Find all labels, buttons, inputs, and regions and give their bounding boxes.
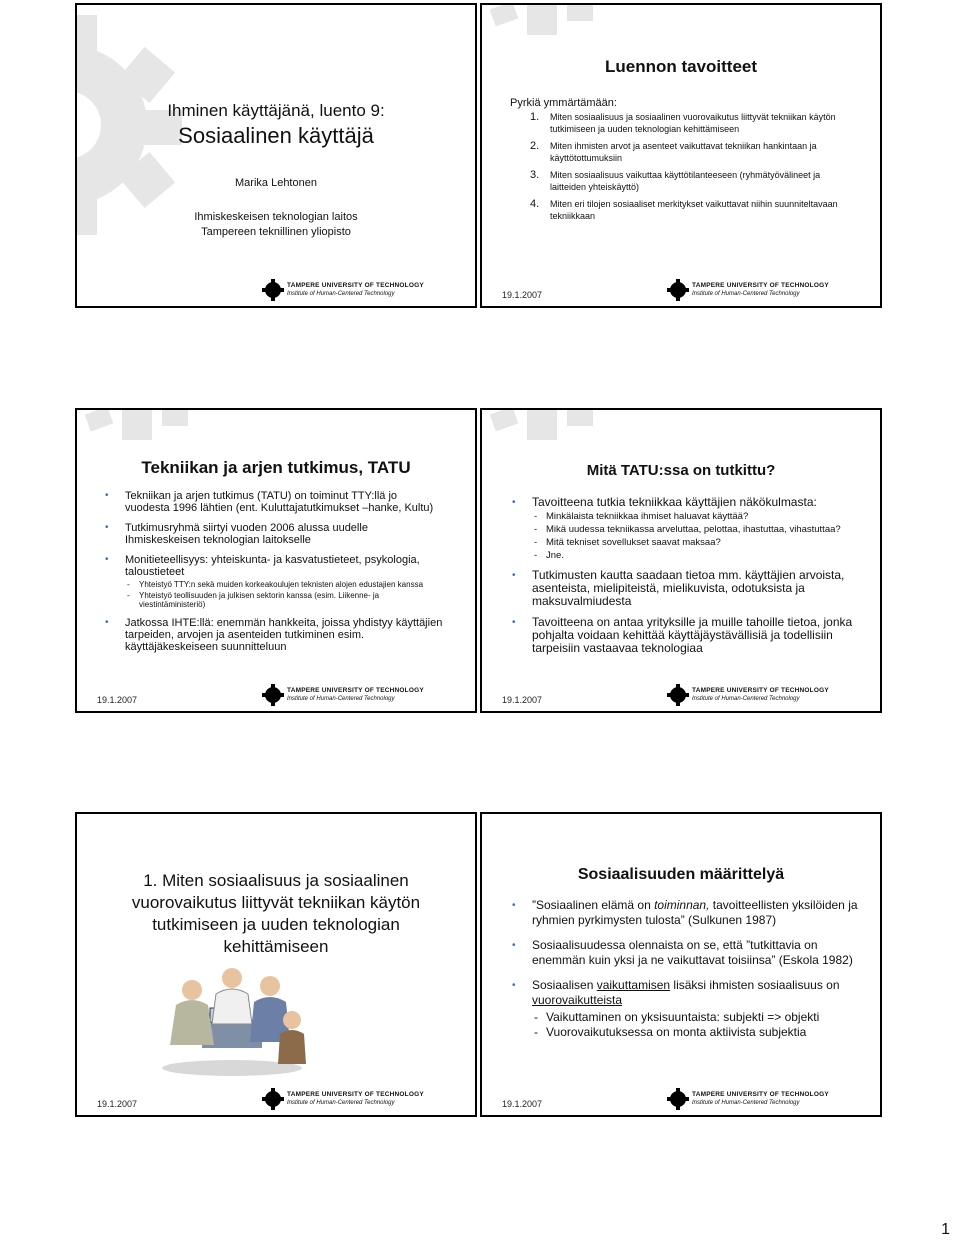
sub-item: - Mitä tekniset sovellukset saavat maksaa? xyxy=(532,537,860,548)
list-item: 4. Miten eri tilojen sosiaaliset merkitykset vaikuttavat niihin suunniteltavaan tekniikkaan xyxy=(530,198,838,221)
sub-list xyxy=(125,580,443,609)
team-clipart-image xyxy=(152,950,312,1080)
list-item: • Monitieteellisyys: yhteiskunta- ja kasvatustieteet, psykologia, taloustieteet - Yhteistyö TTY:n sekä muiden korkeakoulujen teknisten alojen edustajien kanssa - Yhteistyö teollisuuden ja julkisen sektorin kanssa (esim. Liikenne- ja viestintäministeriö) xyxy=(103,554,443,609)
sub-item: - Yhteistyö TTY:n sekä muiden korkeakoulujen teknisten alojen edustajien kanssa xyxy=(125,580,443,589)
list-item: • Sosiaalisen vaikuttamisen lisäksi ihmisten sosiaalisuus on vuorovaikutteista - Vaikuttaminen on yksisuuntaista: subjekti => objekti - Vuorovaikutuksessa on monta aktiivista subjektia xyxy=(510,978,865,1040)
list-item: • Jatkossa IHTE:llä: enemmän hankkeita, joissa yhdistyy käyttäjien tarpeiden, arvojen ja asenteiden tutkiminen esim. käyttäjäkeskeiseen suunnitteluun xyxy=(103,617,443,653)
logo-text: TAMPERE UNIVERSITY OF TECHNOLOGY xyxy=(287,687,424,694)
logo-text: TAMPERE UNIVERSITY OF TECHNOLOGY xyxy=(692,687,829,694)
slide-5 xyxy=(75,812,477,1117)
gear-corner-icon xyxy=(482,410,882,460)
logo-text: TAMPERE UNIVERSITY OF TECHNOLOGY xyxy=(692,1091,829,1098)
slide-6 xyxy=(480,812,882,1117)
tut-logo-icon xyxy=(667,684,689,706)
tut-logo xyxy=(262,1088,424,1110)
slide-title: Mitä TATU:ssa on tutkittu? xyxy=(586,462,776,479)
tut-logo xyxy=(262,279,424,301)
slide-title: Tekniikan ja arjen tutkimus, TATU xyxy=(141,458,411,477)
list-item: • ”Sosiaalinen elämä on toiminnan, tavoitteellisten yksilöiden ja ryhmien pyrkimysten tulosta” (Sulkunen 1987) xyxy=(510,898,865,928)
slide-4 xyxy=(480,408,882,713)
tut-logo xyxy=(262,684,424,706)
sub-list xyxy=(532,1010,865,1040)
list-item: • Sosiaalisuudessa olennaista on se, että ”tutkittavia on enemmän kuin yksi ja ne vaikuttavat toisiinsa” (Eskola 1982) xyxy=(510,938,865,968)
tut-logo-icon xyxy=(667,1088,689,1110)
lecture-title: Sosiaalinen käyttäjä xyxy=(178,123,374,148)
list-item: • Tavoitteena tutkia tekniikkaa käyttäjien näkökulmasta: - Minkälaista tekniikkaa ihmiset haluavat käyttää? - Mikä uudessa tekniikassa arveluttaa, pelottaa, ihastuttaa, vihastuttaa? - Mitä tekniset sovellukset saavat maksaa? - Jne. xyxy=(510,496,860,561)
logo-text: TAMPERE UNIVERSITY OF TECHNOLOGY xyxy=(692,282,829,289)
logo-text: TAMPERE UNIVERSITY OF TECHNOLOGY xyxy=(287,1091,424,1098)
slide-date: 19.1.2007 xyxy=(97,695,138,705)
sub-item: - Minkälaista tekniikkaa ihmiset haluavat käyttää? xyxy=(532,511,860,522)
gear-corner-icon xyxy=(77,410,477,460)
slide-date: 19.1.2007 xyxy=(97,1099,138,1109)
tut-logo xyxy=(667,1088,829,1110)
list-item: • Tutkimusten kautta saadaan tietoa mm. käyttäjien arvoista, asenteista, mielipiteistä, mielikuvista, odotuksista ja maksuvalmiudesta xyxy=(510,569,860,608)
sub-item: - Jne. xyxy=(532,550,860,561)
slide-1 xyxy=(75,3,477,308)
institute-name: Ihmiskeskeisen teknologian laitos xyxy=(194,211,358,223)
university-name: Tampereen teknillinen yliopisto xyxy=(201,226,351,238)
tut-logo-icon xyxy=(667,279,689,301)
list-item: 3. Miten sosiaalisuus vaikuttaa käyttötilanteeseen (ryhmätyövälineet ja laitteiden yhteiskäyttö) xyxy=(530,169,821,192)
list-item: 2. Miten ihmisten arvot ja asenteet vaikuttavat tekniikan hankintaan ja käyttötottumuksiin xyxy=(530,140,817,163)
logo-subtext: Institute of Human-Centered Technology xyxy=(287,696,395,702)
tut-logo-icon xyxy=(262,1088,284,1110)
goals-list xyxy=(530,111,840,227)
page-number: 1 xyxy=(941,1221,950,1238)
sub-item: - Yhteistyö teollisuuden ja julkisen sektorin kanssa (esim. Liikenne- ja viestintäministeriö) xyxy=(125,591,443,609)
slide-title: Luennon tavoitteet xyxy=(604,57,758,76)
research-bullets xyxy=(510,496,860,663)
list-item: 1. Miten sosiaalisuus ja sosiaalinen vuorovaikutus liittyvät tekniikan käytön tutkimiseen ja uuden teknologian kehittämiseen xyxy=(530,111,836,134)
sub-list xyxy=(532,511,860,561)
tut-logo-icon xyxy=(262,684,284,706)
logo-subtext: Institute of Human-Centered Technology xyxy=(287,1100,395,1106)
lecture-pretitle: Ihminen käyttäjänä, luento 9: xyxy=(167,101,385,120)
list-item: • Tekniikan ja arjen tutkimus (TATU) on toiminut TTY:llä jo vuodesta 1996 lähtien (ent. Kuluttajatutkimukset –hanke, Kultu) xyxy=(103,490,443,514)
logo-subtext: Institute of Human-Centered Technology xyxy=(692,696,800,702)
author-name: Marika Lehtonen xyxy=(235,177,317,189)
slide-title: Sosiaalisuuden määrittelyä xyxy=(577,866,785,883)
slide-3 xyxy=(75,408,477,713)
slide-date: 19.1.2007 xyxy=(502,290,543,300)
tut-logo xyxy=(667,279,829,301)
tatu-bullets xyxy=(103,490,443,661)
slide-date: 19.1.2007 xyxy=(502,695,543,705)
list-item: • Tavoitteena on antaa yrityksille ja muille tahoille tietoa, jonka pohjalta voidaan kehittää käyttäjäystävällisiä ja todellisiin tarpeisiin vastaavaa teknologiaa xyxy=(510,616,860,655)
definition-bullets xyxy=(510,898,865,1050)
sub-item: - Mikä uudessa tekniikassa arveluttaa, pelottaa, ihastuttaa, vihastuttaa? xyxy=(532,524,860,535)
logo-subtext: Institute of Human-Centered Technology xyxy=(692,1100,800,1106)
tut-logo xyxy=(667,684,829,706)
slide-2 xyxy=(480,3,882,308)
tut-logo-icon xyxy=(262,279,284,301)
slide-date: 19.1.2007 xyxy=(502,1099,543,1109)
intro-text: Pyrkiä ymmärtämään: xyxy=(510,97,617,109)
list-item: • Tutkimusryhmä siirtyi vuoden 2006 alussa uudelle Ihmiskeskeisen teknologian laitokselle xyxy=(103,522,443,546)
logo-text: TAMPERE UNIVERSITY OF TECHNOLOGY xyxy=(287,282,424,289)
sub-item: - Vuorovaikutuksessa on monta aktiivista subjektia xyxy=(532,1025,865,1040)
slide-title: 1. Miten sosiaalisuus ja sosiaalinen vuorovaikutus liittyvät tekniikan käytön tutkimiseen ja uuden teknologian kehittämiseen xyxy=(131,871,421,956)
logo-subtext: Institute of Human-Centered Technology xyxy=(287,291,395,297)
logo-subtext: Institute of Human-Centered Technology xyxy=(692,291,800,297)
sub-item: - Vaikuttaminen on yksisuuntaista: subjekti => objekti xyxy=(532,1010,865,1025)
gear-corner-icon xyxy=(482,5,882,55)
